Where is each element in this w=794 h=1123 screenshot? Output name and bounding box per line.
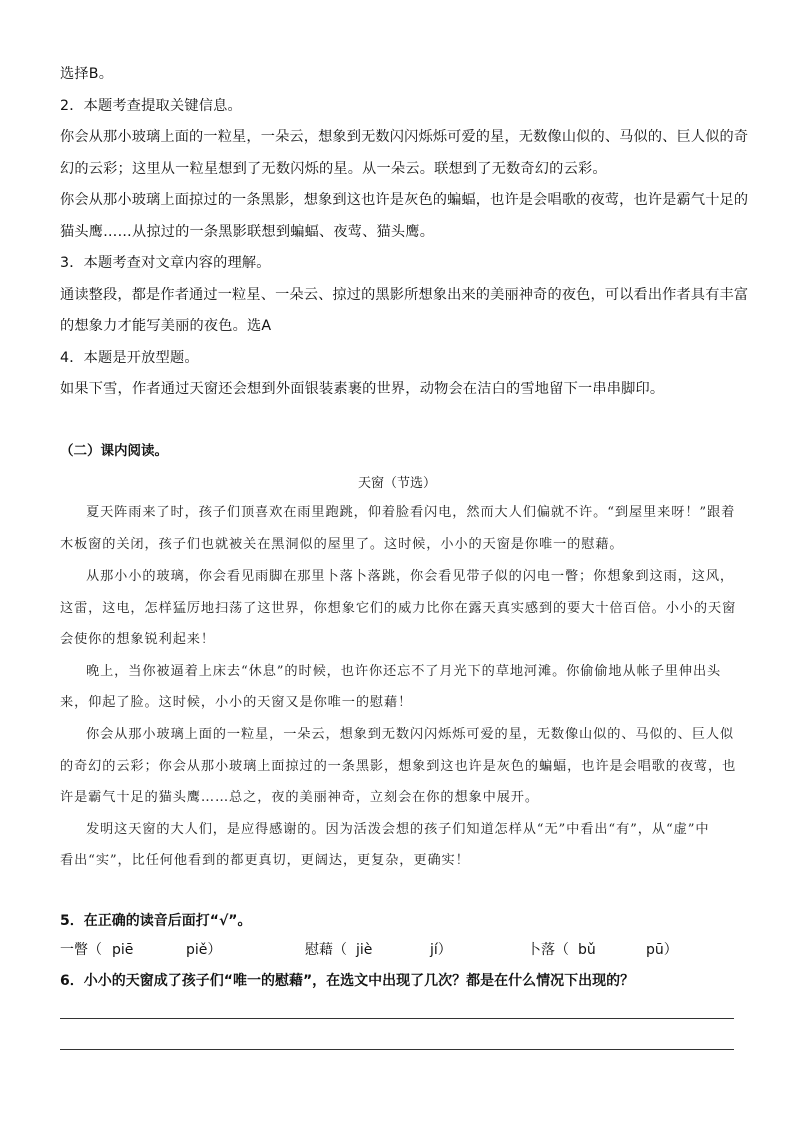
- answer-line-5: 你会从那小玻璃上面掠过的一条黑影，想象到这也许是灰色的蝙蝠，也许是会唱歌的夜莺，也许是霸气十足的: [60, 192, 749, 208]
- answer-line-11: 如果下雪，作者通过天窗还会想到外面银装素裹的世界，动物会在洁白的雪地留下一串串脚印。: [60, 381, 665, 397]
- answer-line-2: 2．本题考查提取关键信息。: [60, 98, 242, 114]
- q5-option-1b[interactable]: piě）: [186, 942, 222, 958]
- answer-line-10: 4．本题是开放型题。: [60, 350, 199, 366]
- passage-p2-line1: 从那小小的玻璃，你会看见雨脚在那里卜落卜落跳，你会看见带子似的闪电一瞥；你想象到这雨，这风，: [86, 569, 735, 584]
- passage-p3-line2: 来，仰起了脸。这时候，小小的天窗又是你唯一的慰藉！: [60, 695, 413, 710]
- passage-p5-line2: 看出“实”，比任何他看到的都更真切，更阔达，更复杂，更确实！: [60, 853, 470, 868]
- answer-line-rule-1[interactable]: [60, 1018, 734, 1019]
- answer-line-rule-2[interactable]: [60, 1049, 734, 1050]
- q5-word-3: 卜落（: [527, 942, 569, 958]
- passage-p3-line1: 晚上，当你被逼着上床去“休息”的时候，也许你还忘不了月光下的草地河滩。你偷偷地从帐子里伸出头: [86, 664, 722, 679]
- answer-line-7: 3．本题考查对文章内容的理解。: [60, 255, 271, 271]
- q5-word-1: 一瞥（: [60, 942, 102, 958]
- q5-option-3b[interactable]: pū）: [646, 942, 678, 958]
- passage-title: 天窗（节选）: [357, 476, 436, 491]
- passage-p5-line1: 发明这天窗的大人们，是应得感谢的。因为活泼会想的孩子们知道怎样从“无”中看出“有”，从“虚”中: [86, 822, 710, 837]
- passage-p4-line3: 许是霸气十足的猫头鹰……总之，夜的美丽神奇，立刻会在你的想象中展开。: [60, 790, 539, 805]
- q5-word-2: 慰藉（: [305, 942, 347, 958]
- q5-option-1a[interactable]: piē: [112, 942, 134, 958]
- answer-line-3: 你会从那小玻璃上面的一粒星，一朵云，想象到无数闪闪烁烁可爱的星，无数像山似的、马似的、巨人似的奇: [60, 129, 749, 145]
- passage-p1-line2: 木板窗的关闭，孩子们也就被关在黑洞似的屋里了。这时候，小小的天窗是你唯一的慰藉。: [60, 537, 624, 552]
- answer-line-4: 幻的云彩；这里从一粒星想到了无数闪烁的星。从一朵云。联想到了无数奇幻的云彩。: [60, 161, 607, 177]
- passage-p4-line1: 你会从那小玻璃上面的一粒星，一朵云，想象到无数闪闪烁烁可爱的星，无数像山似的、马似的、巨人似: [86, 727, 735, 742]
- passage-p2-line3: 会使你的想象锐利起来！: [60, 632, 215, 647]
- q5-option-3a[interactable]: bǔ: [578, 942, 596, 958]
- passage-p1-line1: 夏天阵雨来了时，孩子们顶喜欢在雨里跑跳，仰着脸看闪电，然而大人们偏就不许。“到屋里来呀！”跟着: [86, 505, 736, 520]
- answer-line-1: 选择B。: [60, 66, 114, 82]
- answer-line-8: 通读整段，都是作者通过一粒星、一朵云、掠过的黑影所想象出来的美丽神奇的夜色，可以看出作者具有丰富: [60, 287, 749, 303]
- q5-option-2a[interactable]: jiè: [356, 942, 373, 958]
- answer-line-6: 猫头鹰……从掠过的一条黑影联想到蝙蝠、夜莺、猫头鹰。: [60, 224, 435, 240]
- passage-p4-line2: 的奇幻的云彩；你会从那小玻璃上面掠过的一条黑影，想象到这也许是灰色的蝙蝠，也许是会唱歌的夜莺，也: [60, 759, 737, 774]
- question-6: 6．小小的天窗成了孩子们“唯一的慰藉”，在选文中出现了几次？都是在什么情况下出现的？: [60, 973, 635, 989]
- q5-option-2b[interactable]: jí）: [430, 942, 452, 958]
- answer-line-9: 的想象力才能写美丽的夜色。选A: [60, 318, 272, 334]
- question-5: 5．在正确的读音后面打“√”。: [60, 913, 252, 929]
- section-heading: （二）课内阅读。: [60, 443, 168, 459]
- passage-p2-line2: 这雷，这电，怎样猛厉地扫荡了这世界，你想象它们的威力比你在露天真实感到的要大十倍百倍。小小的天窗: [60, 601, 737, 616]
